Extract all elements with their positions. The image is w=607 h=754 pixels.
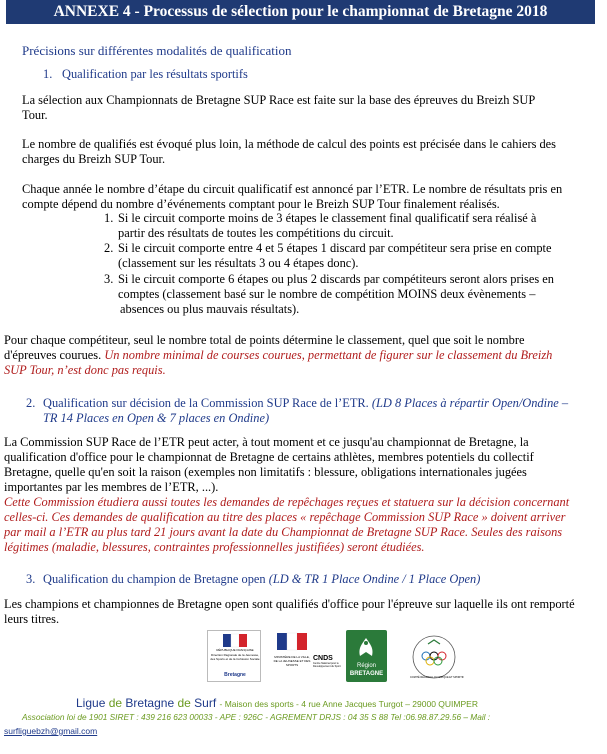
footer-email-link[interactable]: surfliguebzh@gmail.com [4,726,98,736]
cnds-sub: Centre National pour le Développement du Sport [313,662,341,668]
text-line: Cette Commission étudiera aussi toutes les demandes de repêchages reçues et statuera sur la décision concernant [4,495,570,509]
sec3-heading [43,572,480,587]
sec1-paragraph-3 [22,182,562,212]
annex-title: ANNEXE 4 - Processus de sélection pour le championnat de Bretagne 2018 [53,3,548,20]
red-note: SUP Tour, n’est donc pas requis. [4,363,166,377]
text-line: La Commission SUP Race de l’ETR peut acter, à tout moment et ce jusqu'au championnat de Bretagne, la [4,435,529,449]
region-label: Région [356,663,376,669]
text-line: charges du Breizh SUP Tour. [22,152,166,166]
sec2-red-paragraph [4,495,569,555]
sec2-title: Qualification sur décision de la Commission SUP Race de l’ETR. [43,396,369,410]
text-line: Pour chaque compétiteur, seul le nombre total de points détermine le classement, quel que soit le nombre [4,333,525,347]
text-line: leurs titres. [4,612,60,626]
sec2-title-note: (LD 8 Places à répartir Open/Ondine – [371,396,569,410]
sec1-title: Qualification par les résultats sportifs [62,67,248,81]
sec3-title: Qualification du champion de Bretagne open [43,572,266,586]
text-line: Si le circuit comporte entre 4 et 5 étapes 1 discard par compétiteur sera prise en compte [118,241,552,255]
text-line: Bretagne, quelle qu'en soit la raison (exemples non limitatifs : blessure, obligations internationales jugées [4,465,527,479]
list-number: 3. [104,272,114,286]
drjs-text: Direction Régionale de la Jeunesse, des Sports et de la Cohésion Sociale [210,653,260,661]
section-heading: Précisions sur différentes modalités de qualification [22,43,292,58]
text-line: (classement sur les résultats 3 ou 4 étapes donc). [118,256,359,270]
footer-bretagne: Bretagne [125,696,175,710]
sec2-paragraph-1 [4,435,534,495]
text-line: absences ou plus mauvais résultats). [120,302,300,316]
sec1-paragraph-1 [22,93,535,123]
footer-ligue: Ligue [76,696,106,710]
sec3-title-note: (LD & TR 1 Place Ondine / 1 Place Open) [268,572,481,586]
text-line: importantes par les membres de l’ETR, ...). [4,480,219,494]
cros-logo [410,632,464,682]
drjs-logo [207,630,261,682]
list-number: 2. [104,241,114,255]
text-fragment: d'épreuves courues. [4,348,102,362]
text-line: compte dépend du nombre d’événements comptant pour le Breizh SUP Tour finalement réalisés. [22,197,500,211]
sec1-paragraph-4 [4,333,552,378]
footer-assoc: Association loi de 1901 SIRET : 439 216 623 00033 - APE : 926C - AGREMENT DRJS : 04 35 S 88 Tel :06.98.87.29.56 – Mail : [22,712,491,722]
ermine-icon [346,634,387,662]
drjs-region: Bretagne [224,672,246,678]
footer-de-2: de [177,696,191,710]
text-line: partir des résultats de toutes les compétitions du circuit. [118,226,394,240]
sec1-paragraph-2 [22,137,556,167]
text-line: La sélection aux Championnats de Bretagne SUP Race est faite sur la base des épreuves du Breizh SUP [22,93,536,107]
text-line: comptes (classement basé sur le nombre de compétition MOINS deux évènements – [118,287,536,301]
cnds-label: CNDS [313,655,333,662]
list-number: 1. [104,211,114,225]
text-line: celles-ci. Ces demandes de qualification au titre des places « repêchage Commission SUP Race » doivent arriver [4,510,566,524]
sec3-paragraph-1 [4,597,575,627]
olympic-rings-icon [410,632,464,682]
footer-de: de [108,696,123,710]
text-line: Chaque année le nombre d’étape du circuit qualificatif est annoncé par l’ETR. Le nombre de résultats pris en [22,182,563,196]
footer-league-line [76,696,478,711]
text-line: qualification d'office pour le championnat de Bretagne de certains athlètes, membres potentiels du collectif [4,450,534,464]
region-bretagne-logo [346,630,387,682]
sec2-title-note-2: TR 14 Places en Open & 7 places en Ondine) [43,411,270,425]
text-line: par mail a l’ETR au plus tard 21 jours avant la date du Championnat de Bretagne SUP Race. Seules des raisons [4,525,563,539]
sec1-number: 1. [43,67,53,81]
text-line: Le nombre de qualifiés est évoqué plus loin, la méthode de calcul des points est précisée dans le cahiers des [22,137,557,151]
text-line: Si le circuit comporte moins de 3 étapes le classement final qualificatif sera réalisé à [118,211,537,225]
marianne-icon [209,633,261,649]
cros-label: COMITÉ RÉGIONAL OLYMPIQUE ET SPORTIF [410,676,464,679]
red-note: Un nombre minimal de courses courues, permettant de figurer sur le classement du Breizh [104,348,553,362]
text-line: Tour. [22,108,48,122]
sec2-heading [43,396,568,411]
text-line: Les champions et championnes de Bretagne open sont qualifiés d'office pour l'épreuve sur laquelle ils ont remporté [4,597,575,611]
sec3-number: 3. [26,572,36,586]
drjs-republic: RÉPUBLIQUE FRANÇAISE [216,648,254,652]
text-line: Si le circuit comporte 6 étapes ou plus 2 discards par compétiteurs seront alors prises en [118,272,554,286]
marianne-flag-icon [274,632,310,652]
footer-address: - Maison des sports - 4 rue Anne Jacques Turgot – 29000 QUIMPER [219,699,478,709]
region-label-2: BRETAGNE [349,671,384,677]
annex-title-bar [6,0,595,24]
cnds-logo [313,655,345,683]
footer-surf: Surf [194,696,217,710]
ministere-text: MINISTÈRE DE LA VILLE, DE LA JEUNESSE ET DES SPORTS [273,655,311,667]
text-line: légitimes (maladie, blessures, contraintes professionnelles justifiées) seront étudiées. [4,540,425,554]
ministere-logo [273,630,311,682]
sec2-number: 2. [26,396,36,410]
